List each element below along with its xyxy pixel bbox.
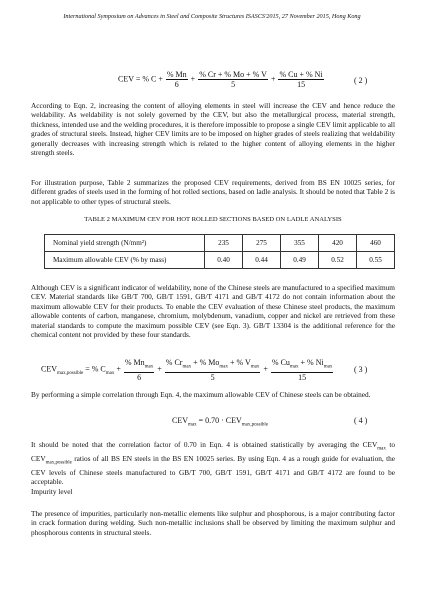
- table-cell: 0.55: [357, 252, 395, 269]
- paragraph-1: According to Eqn. 2, increasing the content of alloying elements in steel will increase the CEV and hence reduce the weldability. As weldability is not solely governed by the CEV, but also the metallurgical process, material strength, thickness, intended use and the welding procedures, it is therefore impossible to propose a single CEV limit applicable to all grades of structural steels. Instead, higher CEV limits are to be imposed on higher grades of steels realizing that weldability generally decreases with increasing strength which is related to the higher content of alloying elements in the higher strength steels.: [31, 101, 395, 158]
- equation-2-number: ( 2 ): [354, 76, 368, 85]
- table-caption: TABLE 2 MAXIMUM CEV FOR HOT ROLLED SECTIONS BASED ON LADLE ANALYSIS: [84, 216, 342, 223]
- table-cell: 275: [243, 235, 281, 252]
- eq3-fraction-crmov: $\frac{\% Cr_{max} + \% Mo_{max} + \% V_{max}}{5}$: [165, 358, 260, 382]
- table-cell: 0.40: [205, 252, 243, 269]
- paragraph-5: It should be noted that the correlation factor of 0.70 in Eqn. 4 is obtained statistically by averaging the $CEV_{max}$ to $CEV_{max,possible}$ ratios of all BS EN steels in the BS EN 10025 series. By using Eqn. 4 as a rough guide for evaluation, the CEV levels of Chinese steels manufactured to GB/T 700, GB/T 1591, GB/T 4171 and GB/T 4172 are found to be acceptable.: [31, 440, 396, 487]
- table-cell: 0.49: [281, 252, 319, 269]
- table-row-cev: [45, 252, 395, 269]
- paragraph-2: For illustration purpose, Table 2 summarizes the proposed CEV requirements, derived from BS EN 10025 series, for different grades of steels used in the forming of hot rolled sections, based on ladle analysis. It should be noted that Table 2 is not applicable to other types of structural steels.: [31, 178, 395, 206]
- equation-4-number: ( 4 ): [354, 416, 368, 425]
- eq2-fraction-mn: $\frac{\% Mn}{6}$: [166, 70, 187, 89]
- eq2-lhs: CEV = % C +: [118, 74, 163, 84]
- eq3-fraction-mn: $\frac{\% Mn_{max}}{6}$: [124, 358, 154, 382]
- table-row-label: Maximum allowable CEV (% by mass): [45, 252, 205, 269]
- equation-2: CEV = % C + $\frac{\% Mn}{6}$ + $\frac{\% Cr + \% Mo + \% V}{5}$ + $\frac{\% Cu + \% Ni}{15}$: [118, 70, 323, 89]
- eq2-fraction-crmov: $\frac{\% Cr + \% Mo + \% V}{5}$: [199, 70, 267, 89]
- table-cell: 0.52: [319, 252, 357, 269]
- table-cell: 355: [281, 235, 319, 252]
- cev-table: [44, 234, 395, 269]
- table-cell: 0.44: [243, 252, 281, 269]
- table-row-yield: [45, 235, 395, 252]
- paragraph-3: Although CEV is a significant indicator of weldability, none of the Chinese steels are manufactured to a specified maximum CEV. Material standards like GB/T 700, GB/T 1591, GB/T 4171 and GB/T 4172 do not contain information about the maximum allowable CEV for their products. To enable the CEV evaluation of these Chinese steel products, the maximum allowable contents of carbon, manganese, chromium, molybdenum, vanadium, copper and nickel are retrieved from these material standards to compute the maximum possible CEV (see Eqn. 3). GB/T 13304 is the additional reference for the chemical content not provided by these four standards.: [31, 283, 395, 340]
- equation-4: $CEV_{max} = 0.70 \cdot CEV_{max,possible}$: [172, 416, 269, 428]
- table-cell: 235: [205, 235, 243, 252]
- table-row-label: Nominal yield strength (N/mm²): [45, 235, 205, 252]
- equation-3-number: ( 3 ): [354, 365, 368, 374]
- paragraph-6: The presence of impurities, particularly non-metallic elements like sulphur and phosphorous, is a major contributing factor in crack formation during welding. Such non-metallic inclusions shall be observed by limiting the maximum sulphur and phosphorous contents in structural steels.: [31, 509, 395, 537]
- table-cell: 460: [357, 235, 395, 252]
- equation-3: $CEV_{max,possible}$ = % $C_{max}$ + $\frac{\% Mn_{max}}{6}$ + $\frac{\% Cr_{max} + \% Mo_{max} + \% V_{max}}{5}$ + $\frac{\% Cu_{max} + \% Ni_{max}}{15}$: [41, 358, 333, 382]
- section-heading: Impurity level: [31, 487, 73, 496]
- paragraph-4: By performing a simple correlation through Eqn. 4, the maximum allowable CEV of Chinese steels can be obtained.: [31, 390, 371, 399]
- eq2-fraction-cuni: $\frac{\% Cu + \% Ni}{15}$: [279, 70, 323, 89]
- eq3-fraction-cuni: $\frac{\% Cu_{max} + \% Ni_{max}}{15}$: [271, 358, 333, 382]
- table-cell: 420: [319, 235, 357, 252]
- running-header: International Symposium on Advances in Steel and Composite Structures ISASCS'2015, 27 November 2015, Hong Kong: [63, 13, 361, 20]
